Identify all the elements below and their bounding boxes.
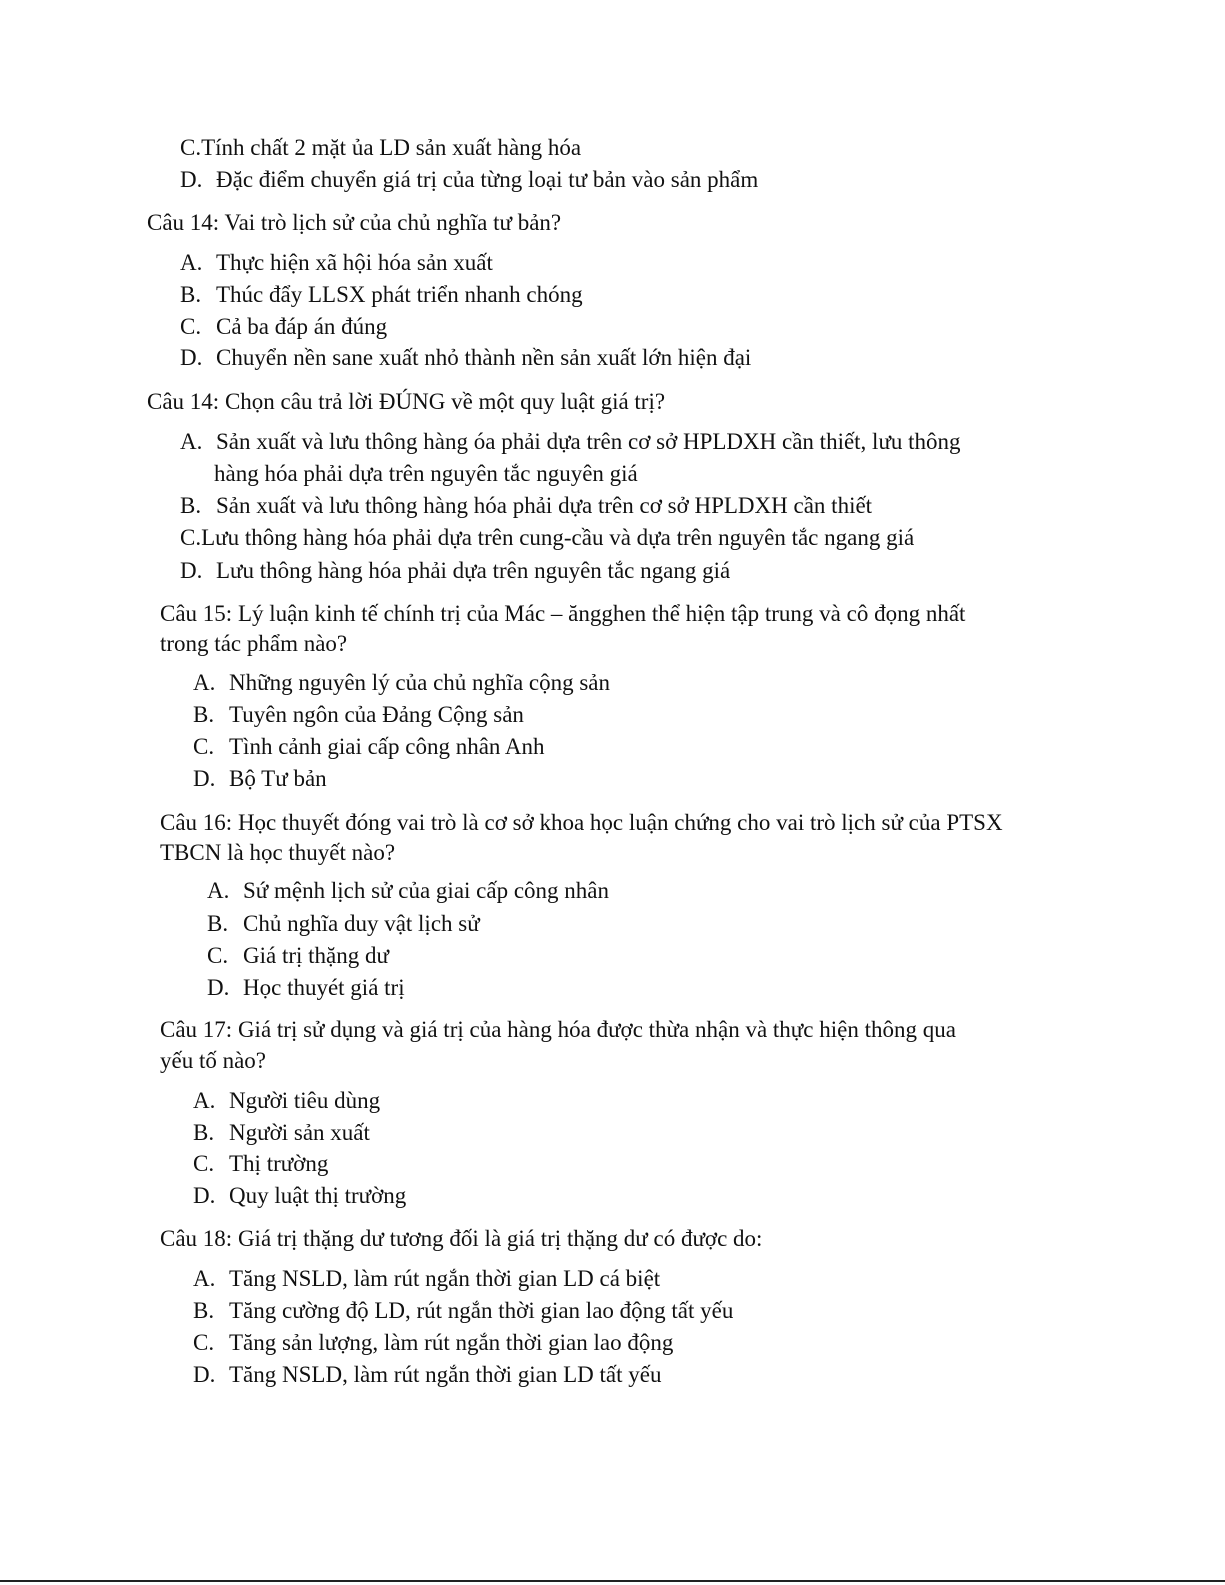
- question-stem: Câu 15: Lý luận kinh tế chính trị của Mác – ăngghen thể hiện tập trung và cô đọng nhất: [160, 601, 966, 626]
- option-q16-c: [207, 942, 389, 970]
- option-letter: D.: [193, 1183, 216, 1208]
- question-stem: Câu 18: Giá trị thặng dư tương đối là giá trị thặng dư có được do:: [160, 1226, 763, 1251]
- option-text: Thị trường: [229, 1151, 329, 1176]
- option-q14a-b: [180, 281, 583, 309]
- option-text: Tình cảnh giai cấp công nhân Anh: [229, 734, 545, 759]
- option-q17-d: [193, 1182, 406, 1210]
- option-q14a-a: [180, 249, 493, 277]
- option-letter: D.: [193, 1362, 216, 1387]
- option-q14b-c: [180, 524, 914, 552]
- option-letter: C.: [193, 734, 215, 759]
- page-bottom-rule: [0, 1580, 1225, 1582]
- question-stem-continuation: trong tác phẩm nào?: [160, 631, 348, 656]
- option-letter: A.: [193, 1266, 216, 1291]
- option-letter: B.: [180, 282, 202, 307]
- option-q14a-d: [180, 344, 751, 372]
- option-letter: B.: [180, 493, 202, 518]
- option-text: Chuyển nền sane xuất nhỏ thành nền sản xuất lớn hiện đại: [216, 345, 752, 370]
- option-letter: B.: [193, 1298, 215, 1323]
- option-q14b-d: [180, 557, 730, 585]
- option-text: Tuyên ngôn của Đảng Cộng sản: [229, 702, 524, 727]
- option-text: Tăng NSLD, làm rút ngắn thời gian LD tất yếu: [229, 1362, 662, 1387]
- option-letter: A.: [180, 429, 203, 454]
- option-text: Thúc đẩy LLSX phát triển nhanh chóng: [216, 282, 583, 307]
- option-letter: A.: [207, 878, 230, 903]
- option-text: Lưu thông hàng hóa phải dựa trên nguyên tắc ngang giá: [216, 558, 731, 583]
- option-q13-d: [180, 166, 758, 194]
- option-text: Sản xuất và lưu thông hàng óa phải dựa trên cơ sở HPLDXH cần thiết, lưu thông: [216, 429, 961, 454]
- option-text: Người tiêu dùng: [229, 1088, 381, 1113]
- option-text: Tăng sản lượng, làm rút ngắn thời gian lao động: [229, 1330, 674, 1355]
- question-stem: Câu 14: Chọn câu trả lời ĐÚNG về một quy luật giá trị?: [147, 389, 666, 414]
- option-text: Đặc điểm chuyển giá trị của từng loại tư bản vào sản phẩm: [216, 167, 759, 192]
- question-stem-continuation: TBCN là học thuyết nào?: [160, 840, 396, 865]
- option-text: Những nguyên lý của chủ nghĩa cộng sản: [229, 670, 611, 695]
- option-letter: A.: [180, 250, 203, 275]
- option-text: Thực hiện xã hội hóa sản xuất: [216, 250, 493, 275]
- option-q16-d: [207, 974, 405, 1002]
- option-text: Sản xuất và lưu thông hàng hóa phải dựa trên cơ sở HPLDXH cần thiết: [216, 493, 873, 518]
- option-text: Quy luật thị trường: [229, 1183, 407, 1208]
- option-q14a-c: [180, 313, 387, 341]
- option-q18-a: [193, 1265, 660, 1293]
- option-text: Học thuyét giá trị: [243, 975, 405, 1000]
- option-q17-b: [193, 1119, 370, 1147]
- option-q14b-b: [180, 492, 872, 520]
- option-q16-b: [207, 910, 480, 938]
- option-text: Tăng NSLD, làm rút ngắn thời gian LD cá biệt: [229, 1266, 661, 1291]
- option-letter: B.: [193, 702, 215, 727]
- option-letter: C.: [193, 1151, 215, 1176]
- option-q15-a: [193, 669, 610, 697]
- option-letter: D.: [180, 345, 203, 370]
- option-letter: B.: [207, 911, 229, 936]
- option-q18-b: [193, 1297, 733, 1325]
- option-letter: D.: [207, 975, 230, 1000]
- option-q14b-a-continuation: hàng hóa phải dựa trên nguyên tắc nguyên giá: [214, 461, 638, 486]
- option-q16-a: [207, 877, 609, 905]
- question-stem: Câu 14: Vai trò lịch sử của chủ nghĩa tư bản?: [147, 210, 562, 235]
- option-q17-c: [193, 1150, 328, 1178]
- option-q15-d: [193, 765, 327, 793]
- question-stem: Câu 16: Học thuyết đóng vai trò là cơ sở khoa học luận chứng cho vai trò lịch sử của PTSX: [160, 810, 1003, 835]
- option-letter: B.: [193, 1120, 215, 1145]
- option-letter: D.: [193, 766, 216, 791]
- option-letter: A.: [193, 670, 216, 695]
- option-q14b-a: [180, 428, 961, 456]
- option-q18-d: [193, 1361, 661, 1389]
- option-q15-c: [193, 733, 545, 761]
- option-text: C.Lưu thông hàng hóa phải dựa trên cung-cầu và dựa trên nguyên tắc ngang giá: [180, 525, 915, 550]
- option-q18-c: [193, 1329, 673, 1357]
- question-stem-continuation: yếu tố nào?: [160, 1048, 267, 1073]
- option-letter: D.: [180, 167, 203, 192]
- option-text: Cả ba đáp án đúng: [216, 314, 388, 339]
- option-text: Giá trị thặng dư: [243, 943, 389, 968]
- option-letter: C.: [207, 943, 229, 968]
- option-text: Người sản xuất: [229, 1120, 370, 1145]
- option-text: Bộ Tư bản: [229, 766, 327, 791]
- option-text: C.Tính chất 2 mặt ủa LD sản xuất hàng hóa: [180, 135, 582, 160]
- option-letter: D.: [180, 558, 203, 583]
- option-text: Tăng cường độ LD, rút ngắn thời gian lao động tất yếu: [229, 1298, 734, 1323]
- option-letter: C.: [180, 314, 202, 339]
- option-q15-b: [193, 701, 524, 729]
- option-text: Chủ nghĩa duy vật lịch sử: [243, 911, 480, 936]
- option-text: Sứ mệnh lịch sử của giai cấp công nhân: [243, 878, 610, 903]
- option-q13-c: [180, 134, 581, 162]
- option-letter: C.: [193, 1330, 215, 1355]
- option-q17-a: [193, 1087, 380, 1115]
- question-stem: Câu 17: Giá trị sử dụng và giá trị của hàng hóa được thừa nhận và thực hiện thông qua: [160, 1017, 956, 1042]
- option-letter: A.: [193, 1088, 216, 1113]
